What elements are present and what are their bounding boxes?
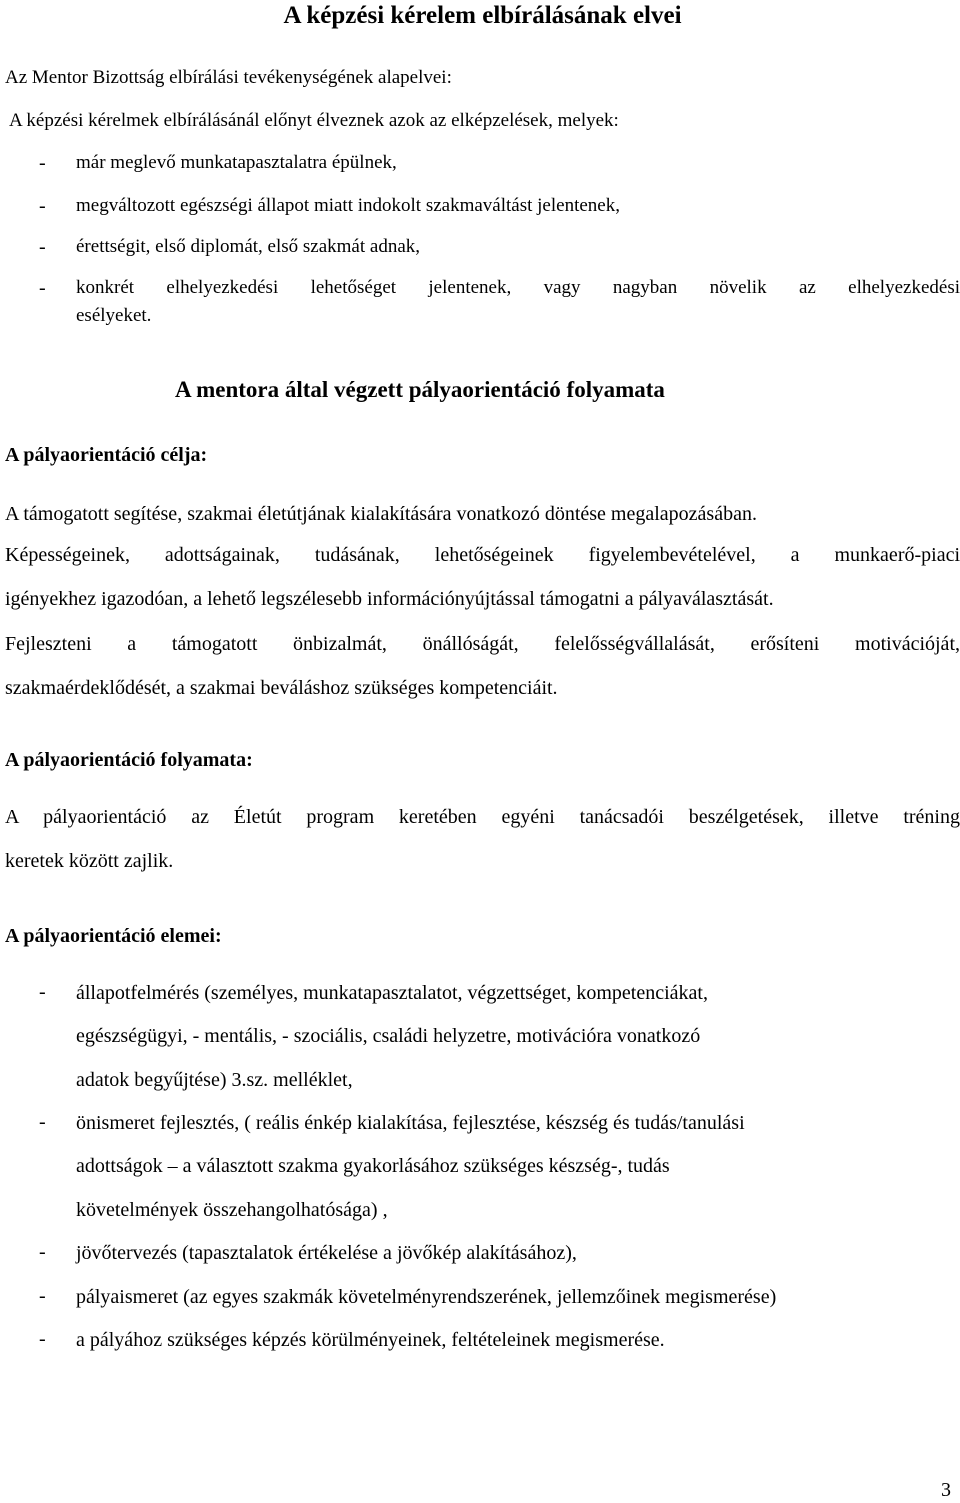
list-item: önismeret fejlesztés, ( reális énkép kialakítása, fejlesztése, készség és tudás/tanulási xyxy=(76,1112,745,1134)
elements-heading: A pályaorientáció elemei: xyxy=(5,925,222,947)
bullet-marker: - xyxy=(39,1328,46,1350)
goal-line: igényekhez igazodóan, a lehető legszélesebb információnyújtással támogatni a pályaválasztását. xyxy=(5,588,774,610)
bullet-marker: - xyxy=(39,195,46,217)
process-line: A pályaorientáció az Életút program keretében egyéni tanácsadói beszélgetések, illetve tréning xyxy=(5,806,960,828)
bullet-marker: - xyxy=(39,1241,46,1263)
bullet-marker: - xyxy=(39,152,46,174)
goal-line: szakmaérdeklődését, a szakmai beváláshoz szükséges kompetenciáit. xyxy=(5,677,558,699)
bullet-marker: - xyxy=(39,277,46,299)
list-item: állapotfelmérés (személyes, munkatapasztalatot, végzettséget, kompetenciákat, xyxy=(76,982,708,1004)
page-number: 3 xyxy=(941,1479,951,1501)
list-item-continuation: adatok begyűjtése) 3.sz. melléklet, xyxy=(76,1069,353,1091)
bullet-marker: - xyxy=(39,1285,46,1307)
section-heading: A mentora által végzett pályaorientáció folyamata xyxy=(175,377,665,402)
bullet-marker: - xyxy=(39,981,46,1003)
list-item: pályaismeret (az egyes szakmák követelményrendszerének, jellemzőinek megismerése) xyxy=(76,1286,777,1308)
list-item: a pályához szükséges képzés körülményeinek, feltételeinek megismerése. xyxy=(76,1329,665,1351)
bullet-marker: - xyxy=(39,236,46,258)
list-item-continuation: adottságok – a választott szakma gyakorlásához szükséges készség-, tudás xyxy=(76,1155,670,1177)
goal-line: Képességeinek, adottságainak, tudásának, lehetőségeinek figyelembevételével, a munkaerő-piaci xyxy=(5,544,960,566)
intro-line-1: Az Mentor Bizottság elbírálási tevékenységének alapelvei: xyxy=(5,67,452,88)
intro-line-2: A képzési kérelmek elbírálásánál előnyt élveznek azok az elképzelések, melyek: xyxy=(9,110,619,131)
list-item: konkrét elhelyezkedési lehetőséget jelentenek, vagy nagyban növelik az elhelyezkedési xyxy=(76,277,960,298)
list-item: érettségit, első diplomát, első szakmát adnak, xyxy=(76,236,421,257)
goal-heading: A pályaorientáció célja: xyxy=(5,444,208,466)
process-line: keretek között zajlik. xyxy=(5,850,174,872)
list-item: már meglevő munkatapasztalatra épülnek, xyxy=(76,152,397,173)
page-title: A képzési kérelem elbírálásának elvei xyxy=(283,2,682,29)
process-heading: A pályaorientáció folyamata: xyxy=(5,749,253,771)
list-item-continuation: egészségügyi, - mentális, - szociális, családi helyzetre, motivációra vonatkozó xyxy=(76,1025,701,1047)
list-item-continuation: követelmények összehangolhatósága) , xyxy=(76,1199,388,1221)
goal-line: Fejleszteni a támogatott önbizalmát, önállóságát, felelősségvállalását, erősíteni motivációját, xyxy=(5,633,960,655)
list-item: jövőtervezés (tapasztalatok értékelése a jövőkép alakításához), xyxy=(76,1242,577,1264)
goal-line: A támogatott segítése, szakmai életútjának kialakítására vonatkozó döntése megalapozásában. xyxy=(5,503,757,525)
list-item-continuation: esélyeket. xyxy=(76,305,152,326)
list-item: megváltozott egészségi állapot miatt indokolt szakmaváltást jelentenek, xyxy=(76,195,620,216)
bullet-marker: - xyxy=(39,1111,46,1133)
